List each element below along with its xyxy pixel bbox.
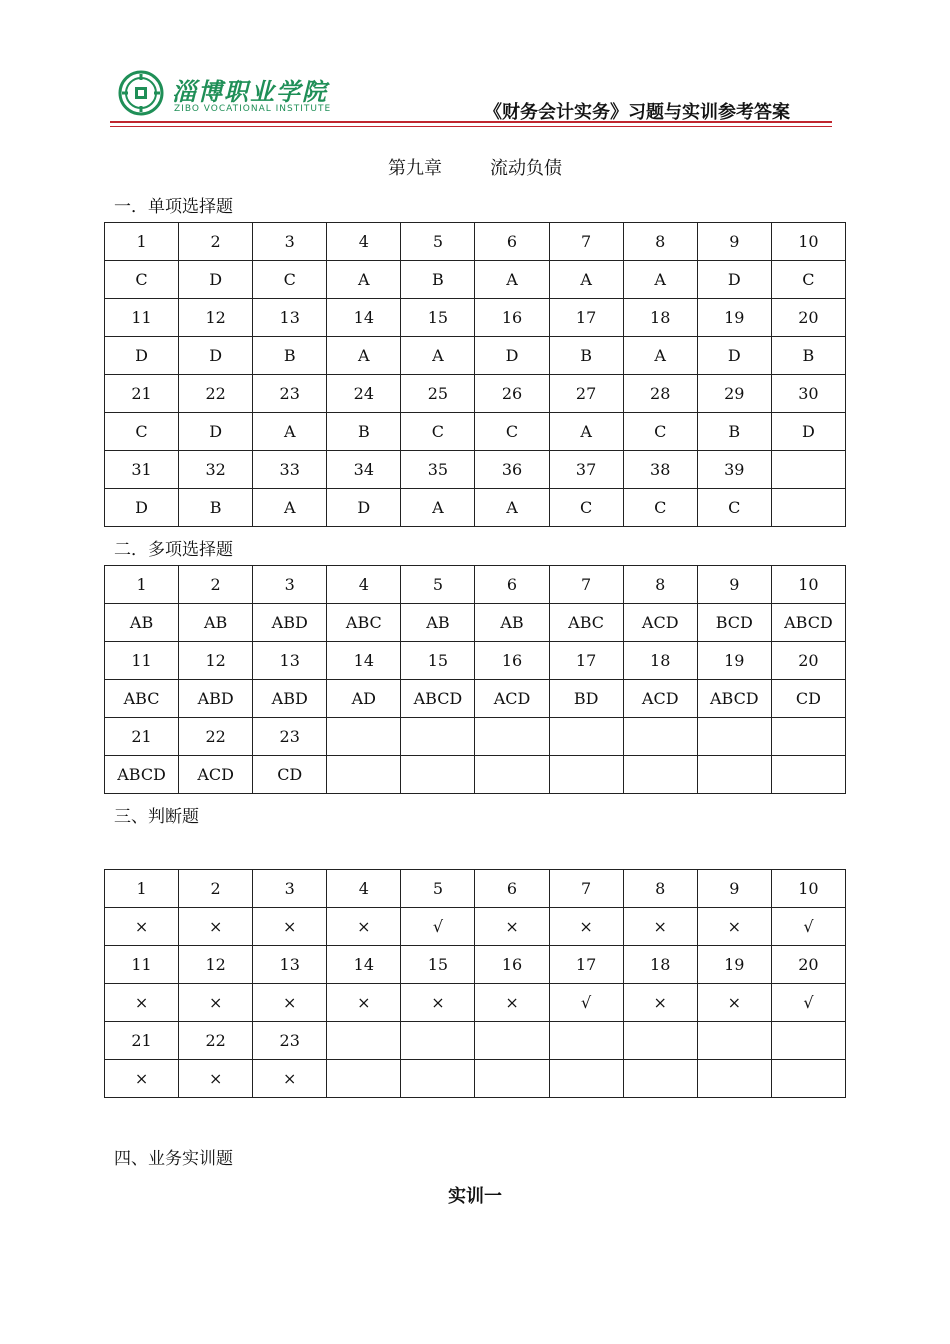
question-number-cell: 4 — [327, 223, 401, 261]
question-number-cell: 15 — [401, 299, 475, 337]
answer-cell: B — [697, 413, 771, 451]
answer-row — [105, 984, 846, 1022]
answer-cell: A — [549, 413, 623, 451]
answer-cell: C — [253, 261, 327, 299]
answer-cell: B — [771, 337, 845, 375]
question-number-cell: 5 — [401, 223, 475, 261]
question-number-row — [105, 870, 846, 908]
answer-row — [105, 489, 846, 527]
question-number-cell: 18 — [623, 642, 697, 680]
answer-cell: × — [179, 908, 253, 946]
answer-cell: B — [327, 413, 401, 451]
answer-cell: × — [105, 908, 179, 946]
question-number-cell: 19 — [697, 299, 771, 337]
answer-cell: ABC — [105, 680, 179, 718]
question-number-cell: 7 — [549, 870, 623, 908]
answer-cell — [697, 756, 771, 794]
answer-cell: ABCD — [105, 756, 179, 794]
answer-cell: A — [401, 337, 475, 375]
logo-school-name: 淄博职业学院 — [172, 78, 328, 106]
chapter-name: 流动负债 — [490, 158, 562, 179]
answer-cell: D — [327, 489, 401, 527]
question-number-cell — [697, 1022, 771, 1060]
single-choice-answer-table — [104, 222, 846, 527]
answer-cell: ACD — [623, 604, 697, 642]
question-number-cell: 13 — [253, 946, 327, 984]
multiple-choice-answer-table — [104, 565, 846, 794]
school-emblem-icon — [118, 70, 164, 116]
answer-cell: B — [549, 337, 623, 375]
answer-cell: × — [105, 984, 179, 1022]
answer-cell: BD — [549, 680, 623, 718]
answer-cell: × — [105, 1060, 179, 1098]
answer-cell: × — [623, 984, 697, 1022]
question-number-cell: 11 — [105, 299, 179, 337]
answer-cell: × — [179, 984, 253, 1022]
page-header — [0, 0, 950, 135]
answer-cell: D — [697, 261, 771, 299]
question-number-cell: 24 — [327, 375, 401, 413]
question-number-cell: 14 — [327, 946, 401, 984]
question-number-cell — [401, 718, 475, 756]
answer-cell: ACD — [475, 680, 549, 718]
answer-cell: A — [623, 261, 697, 299]
question-number-cell: 6 — [475, 870, 549, 908]
question-number-cell: 1 — [105, 223, 179, 261]
question-number-cell — [475, 718, 549, 756]
question-number-cell: 29 — [697, 375, 771, 413]
question-number-cell: 31 — [105, 451, 179, 489]
answer-row — [105, 413, 846, 451]
question-number-cell: 16 — [475, 946, 549, 984]
answer-cell: B — [253, 337, 327, 375]
question-number-cell: 18 — [623, 946, 697, 984]
question-number-row — [105, 375, 846, 413]
answer-cell — [327, 1060, 401, 1098]
answer-cell: × — [623, 908, 697, 946]
answer-cell — [623, 756, 697, 794]
answer-row — [105, 756, 846, 794]
question-number-cell: 14 — [327, 642, 401, 680]
answer-cell: A — [401, 489, 475, 527]
question-number-cell: 8 — [623, 566, 697, 604]
answer-cell: AB — [105, 604, 179, 642]
question-number-cell: 5 — [401, 870, 475, 908]
answer-cell: D — [105, 489, 179, 527]
question-number-cell: 35 — [401, 451, 475, 489]
question-number-cell: 4 — [327, 870, 401, 908]
answer-cell: D — [475, 337, 549, 375]
answer-cell: × — [327, 908, 401, 946]
logo-school-english-name: ZIBO VOCATIONAL INSTITUTE — [174, 104, 332, 114]
question-number-cell: 12 — [179, 642, 253, 680]
question-number-cell: 11 — [105, 642, 179, 680]
answer-row — [105, 680, 846, 718]
question-number-cell: 23 — [253, 375, 327, 413]
answer-cell: AB — [401, 604, 475, 642]
question-number-cell: 30 — [771, 375, 845, 413]
answer-cell — [401, 756, 475, 794]
answer-cell: CD — [771, 680, 845, 718]
answer-cell: × — [697, 908, 771, 946]
answer-cell: × — [697, 984, 771, 1022]
question-number-cell: 10 — [771, 870, 845, 908]
question-number-cell: 38 — [623, 451, 697, 489]
answer-cell: A — [327, 261, 401, 299]
answer-cell: × — [253, 908, 327, 946]
question-number-cell: 1 — [105, 566, 179, 604]
answer-cell: D — [771, 413, 845, 451]
answer-cell: D — [105, 337, 179, 375]
question-number-cell: 21 — [105, 718, 179, 756]
question-number-cell: 39 — [697, 451, 771, 489]
answer-cell: D — [697, 337, 771, 375]
question-number-cell: 14 — [327, 299, 401, 337]
answer-cell: ABD — [253, 680, 327, 718]
answer-cell: × — [327, 984, 401, 1022]
answer-cell: A — [327, 337, 401, 375]
answer-cell: ABC — [327, 604, 401, 642]
answer-cell: ABD — [253, 604, 327, 642]
question-number-row — [105, 718, 846, 756]
answer-cell — [401, 1060, 475, 1098]
question-number-cell: 19 — [697, 946, 771, 984]
question-number-cell — [697, 718, 771, 756]
question-number-row — [105, 223, 846, 261]
question-number-cell: 9 — [697, 870, 771, 908]
question-number-cell: 21 — [105, 375, 179, 413]
answer-cell: A — [475, 261, 549, 299]
answer-cell: × — [475, 984, 549, 1022]
true-false-title: 三、判断题 — [114, 807, 199, 827]
question-number-cell — [549, 1022, 623, 1060]
answer-cell: C — [623, 489, 697, 527]
answer-cell: √ — [771, 984, 845, 1022]
answer-cell: D — [179, 261, 253, 299]
chapter-number: 第九章 — [388, 158, 442, 179]
question-number-cell: 17 — [549, 299, 623, 337]
question-number-cell: 20 — [771, 946, 845, 984]
question-number-cell: 16 — [475, 642, 549, 680]
question-number-cell: 27 — [549, 375, 623, 413]
question-number-cell: 34 — [327, 451, 401, 489]
document-title: 《财务会计实务》习题与实训参考答案 — [484, 102, 790, 123]
question-number-cell: 23 — [253, 1022, 327, 1060]
answer-cell: A — [253, 413, 327, 451]
question-number-cell: 6 — [475, 566, 549, 604]
answer-cell: A — [253, 489, 327, 527]
answer-cell: C — [475, 413, 549, 451]
question-number-cell: 11 — [105, 946, 179, 984]
question-number-cell: 2 — [179, 566, 253, 604]
question-number-cell: 15 — [401, 642, 475, 680]
question-number-cell — [327, 718, 401, 756]
question-number-cell: 13 — [253, 299, 327, 337]
answer-cell — [475, 756, 549, 794]
practice-title: 四、业务实训题 — [114, 1149, 233, 1169]
question-number-cell — [623, 1022, 697, 1060]
question-number-cell: 37 — [549, 451, 623, 489]
question-number-cell — [549, 718, 623, 756]
answer-cell: CD — [253, 756, 327, 794]
question-number-row — [105, 566, 846, 604]
answer-cell: √ — [401, 908, 475, 946]
question-number-cell: 20 — [771, 642, 845, 680]
question-number-cell: 3 — [253, 566, 327, 604]
question-number-cell: 23 — [253, 718, 327, 756]
question-number-cell: 22 — [179, 718, 253, 756]
question-number-cell: 9 — [697, 223, 771, 261]
chapter-heading — [0, 154, 950, 180]
question-number-cell: 17 — [549, 642, 623, 680]
question-number-cell: 8 — [623, 870, 697, 908]
answer-cell: C — [105, 413, 179, 451]
question-number-cell: 10 — [771, 566, 845, 604]
question-number-cell: 3 — [253, 223, 327, 261]
question-number-cell: 19 — [697, 642, 771, 680]
question-number-cell: 36 — [475, 451, 549, 489]
question-number-cell: 25 — [401, 375, 475, 413]
answer-cell — [771, 756, 845, 794]
question-number-cell: 7 — [549, 223, 623, 261]
question-number-row — [105, 451, 846, 489]
answer-cell: BCD — [697, 604, 771, 642]
question-number-cell: 13 — [253, 642, 327, 680]
question-number-cell: 32 — [179, 451, 253, 489]
true-false-answer-table — [104, 869, 846, 1098]
answer-row — [105, 604, 846, 642]
answer-cell: ACD — [623, 680, 697, 718]
answer-cell: × — [475, 908, 549, 946]
question-number-cell: 4 — [327, 566, 401, 604]
answer-cell — [697, 1060, 771, 1098]
question-number-cell — [327, 1022, 401, 1060]
question-number-cell: 1 — [105, 870, 179, 908]
answer-cell: A — [549, 261, 623, 299]
question-number-cell: 28 — [623, 375, 697, 413]
question-number-row — [105, 299, 846, 337]
practice-subtitle: 实训一 — [448, 1186, 502, 1207]
answer-row — [105, 908, 846, 946]
question-number-cell: 21 — [105, 1022, 179, 1060]
answer-cell: ABCD — [401, 680, 475, 718]
answer-cell: × — [179, 1060, 253, 1098]
answer-cell: C — [771, 261, 845, 299]
question-number-cell: 12 — [179, 299, 253, 337]
answer-cell: × — [401, 984, 475, 1022]
answer-cell — [549, 1060, 623, 1098]
answer-cell — [623, 1060, 697, 1098]
answer-cell: ABCD — [771, 604, 845, 642]
question-number-cell — [401, 1022, 475, 1060]
answer-cell: B — [179, 489, 253, 527]
question-number-cell — [771, 718, 845, 756]
answer-cell: ABCD — [697, 680, 771, 718]
question-number-cell: 22 — [179, 375, 253, 413]
question-number-cell — [771, 451, 845, 489]
answer-cell: × — [549, 908, 623, 946]
answer-cell: A — [623, 337, 697, 375]
question-number-cell: 6 — [475, 223, 549, 261]
header-divider-thin — [110, 126, 832, 127]
answer-row — [105, 337, 846, 375]
school-logo — [114, 66, 332, 124]
answer-cell — [771, 489, 845, 527]
answer-cell: ACD — [179, 756, 253, 794]
answer-cell: A — [475, 489, 549, 527]
question-number-row — [105, 642, 846, 680]
question-number-cell: 12 — [179, 946, 253, 984]
answer-cell: ABD — [179, 680, 253, 718]
answer-cell: ABC — [549, 604, 623, 642]
question-number-cell: 9 — [697, 566, 771, 604]
question-number-cell — [771, 1022, 845, 1060]
question-number-cell: 10 — [771, 223, 845, 261]
answer-cell — [475, 1060, 549, 1098]
question-number-cell: 3 — [253, 870, 327, 908]
question-number-cell: 8 — [623, 223, 697, 261]
question-number-cell: 15 — [401, 946, 475, 984]
question-number-cell: 17 — [549, 946, 623, 984]
question-number-cell: 5 — [401, 566, 475, 604]
answer-cell: C — [623, 413, 697, 451]
question-number-cell: 26 — [475, 375, 549, 413]
answer-cell: C — [105, 261, 179, 299]
answer-cell — [327, 756, 401, 794]
answer-cell: √ — [771, 908, 845, 946]
answer-cell: AD — [327, 680, 401, 718]
question-number-row — [105, 1022, 846, 1060]
answer-cell: × — [253, 984, 327, 1022]
question-number-cell: 2 — [179, 870, 253, 908]
answer-cell — [549, 756, 623, 794]
single-choice-title: 一．单项选择题 — [114, 197, 233, 217]
question-number-cell: 18 — [623, 299, 697, 337]
answer-cell: AB — [475, 604, 549, 642]
question-number-cell: 20 — [771, 299, 845, 337]
header-divider — [110, 121, 832, 123]
question-number-cell: 16 — [475, 299, 549, 337]
question-number-cell: 22 — [179, 1022, 253, 1060]
question-number-cell: 2 — [179, 223, 253, 261]
multiple-choice-title: 二．多项选择题 — [114, 540, 233, 560]
answer-cell: C — [401, 413, 475, 451]
question-number-cell: 7 — [549, 566, 623, 604]
answer-cell: D — [179, 337, 253, 375]
answer-cell: C — [549, 489, 623, 527]
question-number-cell — [623, 718, 697, 756]
question-number-row — [105, 946, 846, 984]
answer-row — [105, 261, 846, 299]
question-number-cell — [475, 1022, 549, 1060]
answer-cell: √ — [549, 984, 623, 1022]
answer-cell: × — [253, 1060, 327, 1098]
answer-cell: B — [401, 261, 475, 299]
answer-cell: C — [697, 489, 771, 527]
answer-cell: AB — [179, 604, 253, 642]
answer-cell: D — [179, 413, 253, 451]
question-number-cell: 33 — [253, 451, 327, 489]
answer-cell — [771, 1060, 845, 1098]
answer-row — [105, 1060, 846, 1098]
